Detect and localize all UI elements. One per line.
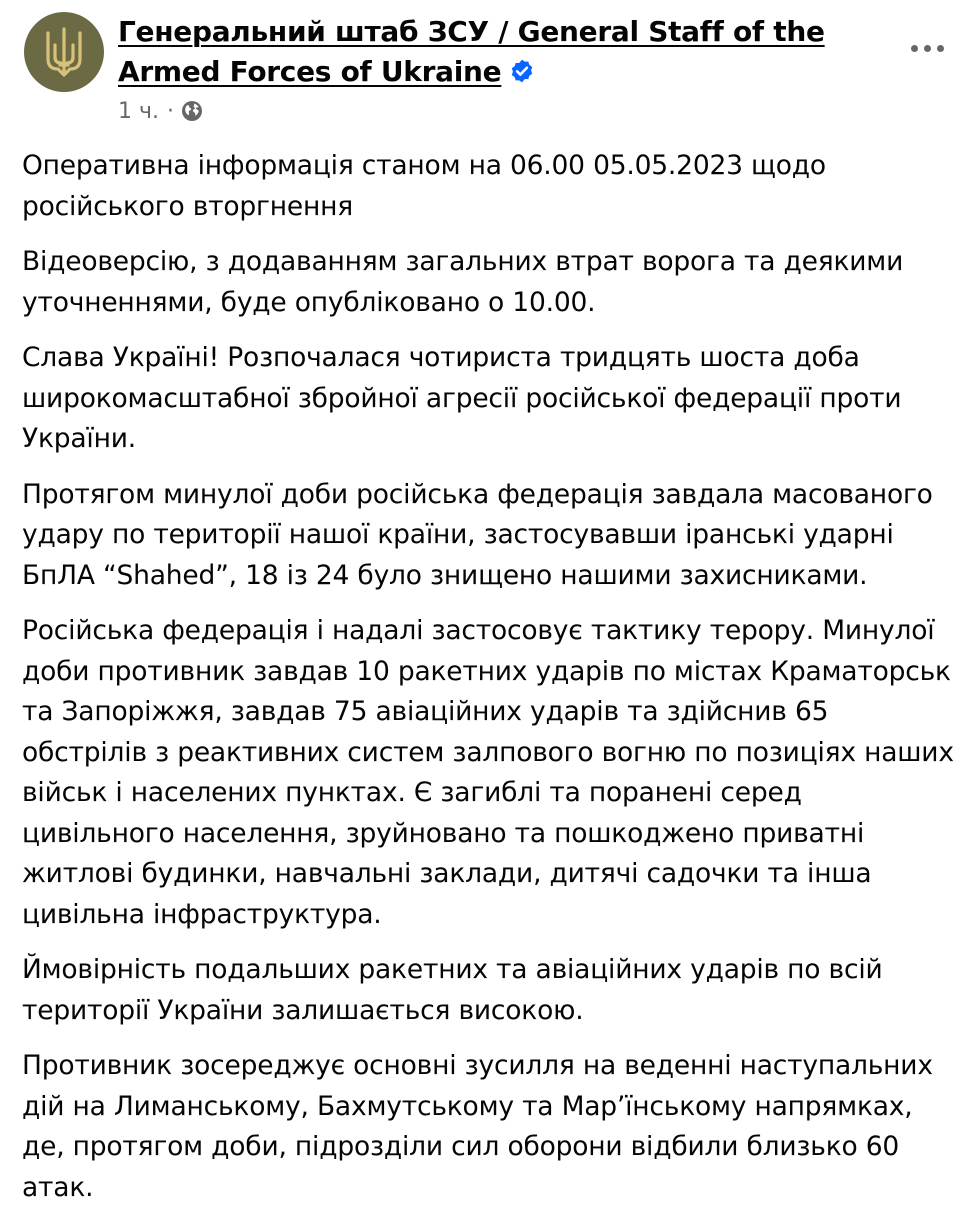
post-body xyxy=(22,146,958,1223)
more-options-icon xyxy=(911,45,918,52)
post-paragraph-5: Російська федерація і надалі застосовує тактику терору. Минулої доби противник завдав 10 ракетних ударів по містах Краматорськ та Запоріжжя, завдав 75 авіаційних ударів та здійснив 65 обстрілів з реактивних систем залпового вогню по позиціях наших військ і населених пунктах. Є загиблі та поранені серед цивільного населення, зруйновано та пошкоджено приватні житлові будинки, навчальні заклади, дитячі садочки та інша цивільна інфраструктура. xyxy=(22,615,954,930)
post-paragraph-6: Ймовірність подальших ракетних та авіаційних ударів по всій території України залишається високою. xyxy=(22,954,883,1026)
post-paragraph-1: Оперативна інформація станом на 06.00 05.05.2023 щодо російського вторгнення xyxy=(22,150,826,222)
post-paragraph-3: Слава Україні! Розпочалася чотириста тридцять шоста доба широкомасштабної збройної агресії російської федерації проти України. xyxy=(22,342,902,454)
globe-icon[interactable] xyxy=(180,99,204,123)
post-meta xyxy=(118,96,204,126)
post-header xyxy=(0,0,979,140)
trident-emblem-icon xyxy=(42,25,86,79)
more-options-icon-dot xyxy=(924,45,931,52)
page-name-text[interactable]: Генеральний штаб ЗСУ / General Staff of the Armed Forces of Ukraine xyxy=(118,15,825,88)
post-paragraph-7: Противник зосереджує основні зусилля на веденні наступальних дій на Лиманському, Бахмутському та Мар’їнському напрямках, де, протягом доби, підрозділи сил оборони відбили близько 60 атак. xyxy=(22,1050,933,1203)
post-timestamp[interactable]: 1 ч. xyxy=(118,98,159,124)
post-paragraph-4: Протягом минулої доби російська федерація завдала масованого удару по території нашої країни, застосувавши іранські ударні БпЛА “Shahed”, 18 із 24 було знищено нашими захисниками. xyxy=(22,478,933,591)
post-paragraph-2: Відеоверсію, з додаванням загальних втрат ворога та деякими уточненнями, буде опубліковано о 10.00. xyxy=(22,246,904,318)
more-options-button[interactable] xyxy=(902,30,952,66)
verified-badge-icon xyxy=(509,58,535,84)
page-avatar[interactable] xyxy=(24,12,104,92)
meta-separator: · xyxy=(166,98,174,124)
page-name-link[interactable] xyxy=(118,12,878,92)
more-options-icon-dot-2 xyxy=(937,45,944,52)
